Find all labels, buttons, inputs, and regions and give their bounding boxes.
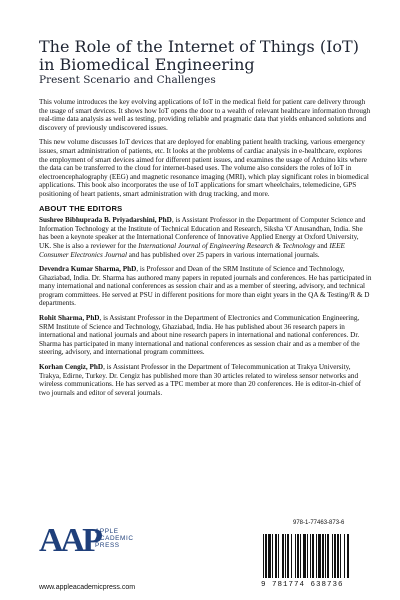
isbn-number: 978-1-77463-873-6 xyxy=(293,520,345,526)
about-editors-heading: ABOUT THE EDITORS xyxy=(39,203,123,213)
barcode-icon xyxy=(261,528,379,580)
editor-name: Rohit Sharma, PhD xyxy=(39,314,100,323)
publisher-name xyxy=(95,528,134,550)
editor-bio-text: , is Assistant Professor in the Department of Telecommunication at Trakya University, Trakya, Edirne, Turkey. Dr. Cengiz has published more than 30 articles related to wireless sensor networks and wireless communications. He has served as a TPC member at more than 20 conferences. He is editor-in-chief of two journals and editor of several journals. xyxy=(39,363,362,397)
editor-bio xyxy=(39,363,372,397)
cover-text xyxy=(39,98,372,403)
barcode-digits: 9 781774 638736 xyxy=(261,581,344,589)
description-paragraph: This new volume discusses IoT devices that are deployed for enabling patient health tracking, various emergency issues, smart administration of patients, etc. It looks at the problems of cardiac analysis in e-healthcare, explores the employment of smart devices aimed for different patient issues, and examines the usage of Arduino kits where the data can be transferred to the cloud for internet-based uses. The volume also considers the roles of IoT in electroencephalography (EEG) and magnetic resonance imaging (MRI), which play significant roles in biomedical applications. This book also incorporates the use of IoT applications for smart wheelchairs, telemedicine, GPS positioning of heart patients, smart administration with drug tracking, and more. xyxy=(39,138,369,198)
publisher-name-line: APPLE xyxy=(95,528,119,535)
editor-bio xyxy=(39,216,372,259)
publisher-website-link[interactable]: www.appleacademicpress.com xyxy=(39,584,136,591)
description-paragraph: This volume introduces the key evolving applications of IoT in the medical field for patient care delivery through the usage of smart devices. It shows how IoT opens the door to a wealth of relevant healthcare information through real-time data analysis as well as testing, providing reliable and pragmatic data that yields enhanced solutions and discovery of previously undiscovered issues. xyxy=(39,98,371,132)
isbn-barcode xyxy=(257,520,382,590)
editor-bio-text: , is Assistant Professor in the Department of Computer Science and Information Technology at the Institute of Technical Education and Research, Siksha 'O' Anusandhan, India. She has been a keynote speaker at the International Conference of Innovative Applied Energy at Oxford University, UK. She is also a reviewer for the xyxy=(39,216,366,250)
editor-bio-text: , is Professor and Dean of the SRM Institute of Science and Technology, Ghaziabad, India. Dr. Sharma has authored many papers in reputed journals and conferences. He has participated in many international and national conferences as session chair and as a member of steering, advisory, and technical program committees. He served at PSU in different positions for more than eight years in the QA & Testing/R & D departments. xyxy=(39,265,372,308)
publisher-name-line: PRESS xyxy=(95,542,120,550)
editor-bio-text: , is Assistant Professor in the Department of Electronics and Communication Engineering, SRM Institute of Science and Technology, Ghaziabad, India. He has published about 36 research papers in international and national journals and about nine research papers in international and national conferences. Dr. Sharma has participated in many international and national conferences as session chair and as a member of the steering, advisory, and international program committees. xyxy=(39,314,360,357)
book-title: The Role of the Internet of Things (IoT) in Biomedical Engineering xyxy=(39,37,359,74)
publisher-name-line: ACADEMIC xyxy=(95,535,134,543)
journal-title: International Journal of Engineering Research & Technology xyxy=(138,241,316,250)
editor-bio xyxy=(39,265,372,308)
cover-footer xyxy=(39,520,372,590)
editor-bio-text: and xyxy=(315,241,330,250)
editor-name: Korhan Cengiz, PhD xyxy=(39,363,104,372)
editor-bio-text: and has published over 25 papers in various international journals. xyxy=(126,250,320,259)
journal-title: IEEE Consumer Electronics Journal xyxy=(39,241,345,259)
book-subtitle: Present Scenario and Challenges xyxy=(39,74,216,86)
publisher-logo xyxy=(39,524,159,574)
editor-name: Devendra Kumar Sharma, PhD xyxy=(39,265,137,274)
editor-name: Sushree Bibhuprada B. Priyadarshini, PhD xyxy=(39,216,172,225)
editor-bio xyxy=(39,314,372,357)
aap-logo-icon: AAP xyxy=(39,522,100,559)
